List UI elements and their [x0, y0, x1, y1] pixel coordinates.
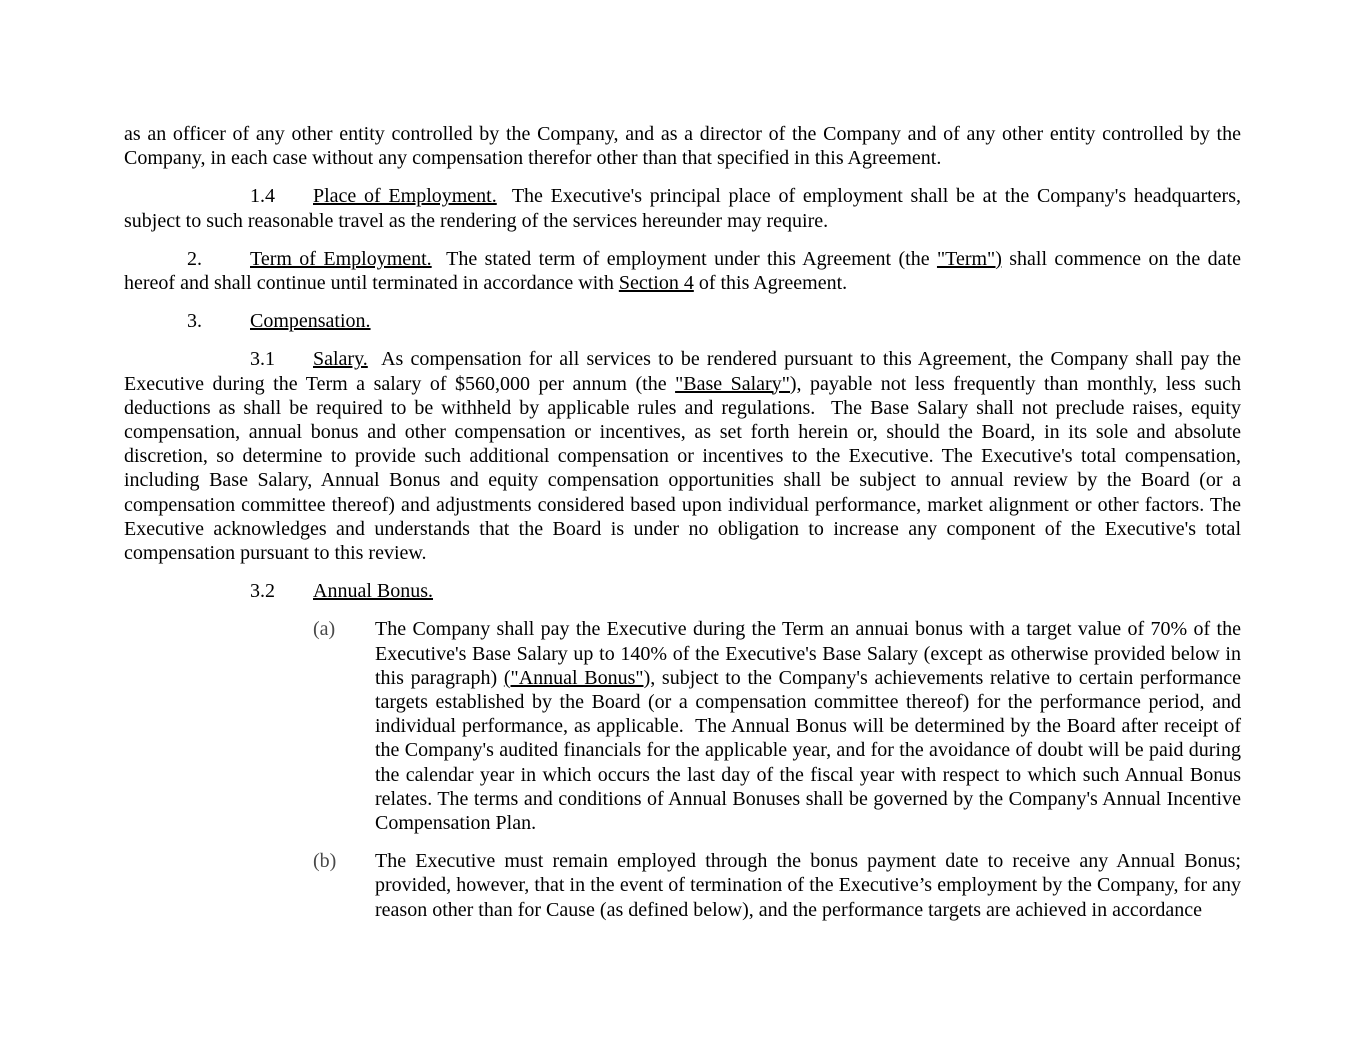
intro-continuation-paragraph — [124, 122, 1241, 170]
document-content — [124, 122, 1241, 936]
section-3-1-salary — [124, 347, 1241, 565]
section-number: 3.2 — [250, 580, 275, 603]
section-1-4-place-of-employment — [124, 184, 1241, 232]
underlined-text: Place of Employment. — [313, 185, 497, 208]
clause-a — [124, 617, 1241, 835]
clause-b — [124, 849, 1241, 922]
underlined-text: Salary. — [313, 348, 368, 371]
section-3-compensation — [124, 309, 1241, 333]
section-number: 3. — [187, 310, 202, 333]
underlined-text: Term of Employment. — [250, 247, 432, 270]
clause-marker: (b) — [313, 850, 337, 873]
text-run: The Company shall pay the Executive during the Term an annuai bonus with a target value of 70% of the Executive's Base Salary up to 140% of the Executive's Base Salary (except as otherwise provided below in this paragraph) — [375, 618, 1241, 689]
section-number: 2. — [187, 247, 202, 270]
section-number: 3.1 — [250, 348, 275, 371]
section-3-2-annual-bonus — [124, 579, 1241, 603]
text-run: of this Agreement. — [693, 272, 848, 295]
text-run: subject to the Company's achievements relative to certain performance targets established by the Board (or a compensation committee thereof) for the performance period, and individual performance, as applicable. The Annual Bonus will be determined by the Board after receipt of the Company's audited financials for the applicable year, and for the avoidance of doubt will be paid during the calendar year in which occurs the last day of the fiscal year with respect to which such Annual Bonus relates. The terms and conditions of Annual Bonuses shall be governed by the Company's Annual Incentive Compensation Plan. — [375, 666, 1242, 835]
underlined-text: Annual Bonus. — [313, 580, 433, 603]
text-run: As compensation for all services to be rendered pursuant to this Agreement, the Company shall pay the Executive during the Term a salary of $560,000 per annum (the — [124, 348, 1241, 395]
clause-marker: (a) — [313, 618, 336, 641]
text-run: The Executive must remain employed through the bonus payment date to receive any Annual Bonus; provided, however, that in the event of termination of the Executive’s employment by the Company, for any reason other than for Cause (as defined below), and the performance targets are achieved in accordance — [375, 850, 1241, 921]
underlined-text: Section 4 — [618, 272, 694, 295]
section-2-term-of-employment — [124, 247, 1241, 295]
section-number: 1.4 — [250, 185, 275, 208]
text-run: The stated term of employment under this Agreement (the — [431, 247, 937, 270]
underlined-text: ("Annual Bonus"), — [503, 666, 656, 689]
underlined-text: "Term") — [936, 247, 1002, 270]
underlined-text: "Base Salary"), — [675, 372, 802, 395]
underlined-text: Compensation. — [250, 310, 371, 333]
text-run: payable not less frequently than monthly, less such deductions as shall be required to be withheld by applicable rules and regulations. The Base Salary shall not preclude raises, equity compensation, annual bonus and other compensation or incentives, as set forth herein or, should the Board, in its sole and absolute discretion, so determine to provide such additional compensation or incentives to the Executive. The Executive's total compensation, including Base Salary, Annual Bonus and equity compensation opportunities shall be subject to annual review by the Board (or a compensation committee thereof) and adjustments considered based upon individual performance, market alignment or other factors. The Executive acknowledges and understands that the Board is under no obligation to increase any component of the Executive's total compensation pursuant to this review. — [124, 372, 1241, 565]
text-run: The Executive's principal place of employment shall be at the Company's headquarters, subject to such reasonable travel as the rendering of the services hereunder may require. — [124, 185, 1241, 232]
text-run: shall commence on the date hereof and shall continue until terminated in accordance with — [124, 247, 1241, 295]
text-run: as an officer of any other entity controlled by the Company, and as a director of the Company and of any other entity controlled by the Company, in each case without any compensation therefor other than that specified in this Agreement. — [124, 123, 1241, 170]
